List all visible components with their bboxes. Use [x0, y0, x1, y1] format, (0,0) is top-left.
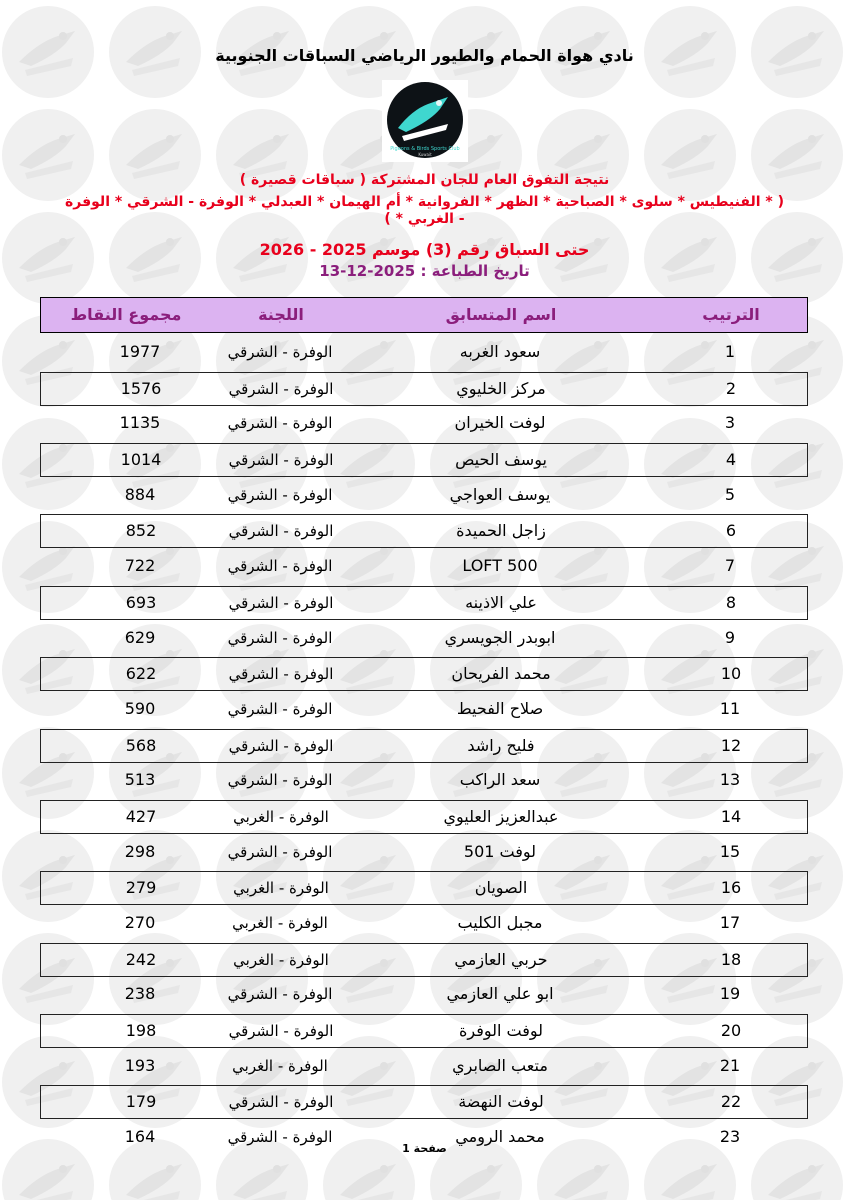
rank-cell: 10 — [720, 664, 742, 684]
table-row — [40, 479, 808, 513]
rank-cell: 6 — [725, 521, 737, 541]
rank-cell: 15 — [719, 841, 741, 861]
points-cell: 852 — [125, 521, 157, 541]
table-row — [40, 657, 808, 691]
committee-cell: الوفرة - الشرقي — [227, 1128, 333, 1147]
points-cell: 1135 — [119, 413, 161, 433]
competitor-name-cell: سعد الراكب — [459, 770, 541, 790]
header-name: اسم المتسابق — [445, 305, 557, 324]
table-row — [40, 943, 808, 977]
points-cell: 242 — [125, 949, 157, 969]
competitor-name-cell: يوسف العواجي — [449, 484, 551, 504]
logo-caption: Pigeons & Birds Sports Club — [390, 146, 460, 152]
table-row — [40, 836, 808, 870]
rank-cell: 2 — [725, 378, 737, 398]
competitor-name-cell: مجبل الكليب — [457, 913, 543, 932]
header-points: مجموع النقاط — [70, 305, 182, 324]
table-row — [40, 443, 808, 477]
points-cell: 238 — [124, 984, 156, 1004]
club-logo — [382, 80, 468, 162]
rank-cell: 17 — [719, 913, 741, 932]
table-row — [40, 693, 808, 727]
points-cell: 298 — [124, 841, 156, 861]
competitor-name-cell: فليح راشد — [467, 735, 535, 755]
points-cell: 722 — [124, 556, 156, 576]
competitor-name-cell: علي الاذينه — [465, 592, 537, 612]
points-cell: 193 — [124, 1055, 156, 1075]
table-row — [40, 372, 808, 406]
competitor-name-cell: ابو علي العازمي — [446, 984, 554, 1004]
committee-cell: الوفرة - الشرقي — [227, 557, 333, 576]
rank-cell: 20 — [720, 1021, 742, 1041]
points-cell: 1014 — [120, 450, 162, 470]
competitor-name-cell: سعود الغربه — [459, 342, 541, 361]
committee-cell: الوفرة - الشرقي — [227, 985, 333, 1004]
table-row — [40, 586, 808, 620]
committee-cell: الوفرة - الغربي — [232, 914, 328, 932]
table-row — [40, 1014, 808, 1048]
rank-cell: 23 — [719, 1127, 741, 1147]
points-cell: 590 — [124, 698, 156, 718]
rank-cell: 18 — [720, 949, 742, 969]
table-row — [40, 1085, 808, 1119]
rank-cell: 3 — [724, 413, 736, 433]
rank-cell: 4 — [725, 450, 737, 470]
committee-cell: الوفرة - الغربي — [233, 950, 329, 969]
committee-cell: الوفرة - الشرقي — [228, 593, 334, 612]
rank-cell: 19 — [719, 984, 741, 1004]
rank-cell: 14 — [720, 806, 742, 826]
points-cell: 622 — [125, 664, 157, 684]
competitor-name-cell: صلاح الفحيط — [456, 698, 544, 718]
committee-cell: الوفرة - الشرقي — [227, 771, 333, 790]
competitor-name-cell: حربي العازمي — [454, 949, 548, 969]
rank-cell: 12 — [720, 735, 742, 755]
competitor-name-cell: يوسف الحيص — [455, 450, 547, 470]
competitor-name-cell: مركز الخليوي — [456, 378, 546, 398]
table-row — [40, 907, 808, 941]
rank-cell: 22 — [720, 1092, 742, 1112]
points-cell: 198 — [125, 1021, 157, 1041]
table-row — [40, 729, 808, 763]
table-row — [40, 336, 808, 370]
table-row — [40, 871, 808, 905]
table-row — [40, 1050, 808, 1084]
print-date: تاريخ الطباعة : 2025-12-13 — [319, 262, 530, 280]
rank-cell: 9 — [724, 627, 736, 647]
table-row — [40, 764, 808, 798]
competitor-name-cell: LOFT 500 — [462, 556, 538, 576]
committee-cell: الوفرة - الشرقي — [227, 485, 333, 504]
points-cell: 179 — [125, 1092, 157, 1112]
committees-list: ( * الفنيطيس * سلوى * الصباحية * الظهر * الفروانية * أم الهيمان * العبدلي * الوفرة - الشرقي * الوفرة - الغربي * ) — [65, 194, 784, 227]
competitor-name-cell: الصويان — [474, 878, 528, 898]
committee-cell: الوفرة - الشرقي — [228, 451, 334, 470]
competitor-name-cell: محمد الفريحان — [451, 664, 551, 684]
committee-cell: الوفرة - الشرقي — [227, 343, 333, 361]
points-cell: 427 — [125, 806, 157, 826]
points-cell: 1576 — [120, 378, 162, 398]
points-cell: 884 — [124, 484, 156, 504]
committee-cell: الوفرة - الشرقي — [228, 379, 334, 398]
committee-cell: الوفرة - الشرقي — [228, 665, 334, 684]
rank-cell: 21 — [719, 1055, 741, 1075]
logo-sub: Kuwait — [418, 152, 432, 157]
rank-cell: 13 — [719, 770, 741, 790]
points-cell: 629 — [124, 627, 156, 647]
header-committee: اللجنة — [258, 305, 304, 324]
table-row — [40, 800, 808, 834]
committee-cell: الوفرة - الغربي — [233, 807, 329, 826]
points-cell: 1977 — [119, 342, 161, 361]
competitor-name-cell: لوفت النهضة — [458, 1092, 544, 1112]
rank-cell: 11 — [719, 698, 741, 718]
club-name: نادي هواة الحمام والطيور الرياضي السباقات الجنوبية — [215, 46, 634, 65]
rank-cell: 8 — [725, 592, 737, 612]
table-header — [40, 297, 808, 333]
results-table-body — [40, 336, 808, 1157]
table-row — [40, 622, 808, 656]
committee-cell: الوفرة - الشرقي — [228, 736, 334, 755]
committee-cell: الوفرة - الشرقي — [227, 414, 333, 433]
committee-cell: الوفرة - الغربي — [232, 1056, 328, 1075]
points-cell: 279 — [125, 878, 157, 898]
rank-cell: 1 — [724, 342, 736, 361]
committee-cell: الوفرة - الشرقي — [228, 522, 334, 541]
competitor-name-cell: زاجل الحميدة — [456, 521, 546, 541]
competitor-name-cell: عبدالعزيز العليوي — [443, 806, 559, 826]
rank-cell: 5 — [724, 484, 736, 504]
rank-cell: 7 — [724, 556, 736, 576]
rank-cell: 16 — [720, 878, 742, 898]
page-number: صفحة 1 — [402, 1142, 447, 1155]
competitor-name-cell: لوفت الوفرة — [458, 1021, 544, 1041]
committee-cell: الوفرة - الشرقي — [227, 699, 333, 718]
competitor-name-cell: لوفت 501 — [463, 841, 537, 861]
committee-cell: الوفرة - الغربي — [233, 879, 329, 898]
header-rank: الترتيب — [702, 305, 760, 324]
competitor-name-cell: متعب الصابري — [452, 1055, 548, 1075]
points-cell: 693 — [125, 592, 157, 612]
race-info: حتى السباق رقم (3) موسم 2025 - 2026 — [259, 240, 590, 259]
result-title: نتيجة التفوق العام للجان المشتركة ( سباقات قصيرة ) — [239, 172, 610, 188]
table-row — [40, 514, 808, 548]
points-cell: 513 — [124, 770, 156, 790]
competitor-name-cell: لوفت الخيران — [454, 413, 546, 433]
points-cell: 568 — [125, 735, 157, 755]
table-row — [40, 978, 808, 1012]
committee-cell: الوفرة - الشرقي — [227, 628, 333, 647]
points-cell: 270 — [124, 913, 156, 932]
committee-cell: الوفرة - الشرقي — [227, 842, 333, 861]
table-row — [40, 407, 808, 441]
competitor-name-cell: ابوبدر الجويسري — [444, 627, 556, 647]
committee-cell: الوفرة - الشرقي — [228, 1022, 334, 1041]
points-cell: 164 — [124, 1127, 156, 1147]
table-row — [40, 550, 808, 584]
competitor-name-cell: محمد الرومي — [455, 1127, 545, 1147]
committee-cell: الوفرة - الشرقي — [228, 1093, 334, 1112]
